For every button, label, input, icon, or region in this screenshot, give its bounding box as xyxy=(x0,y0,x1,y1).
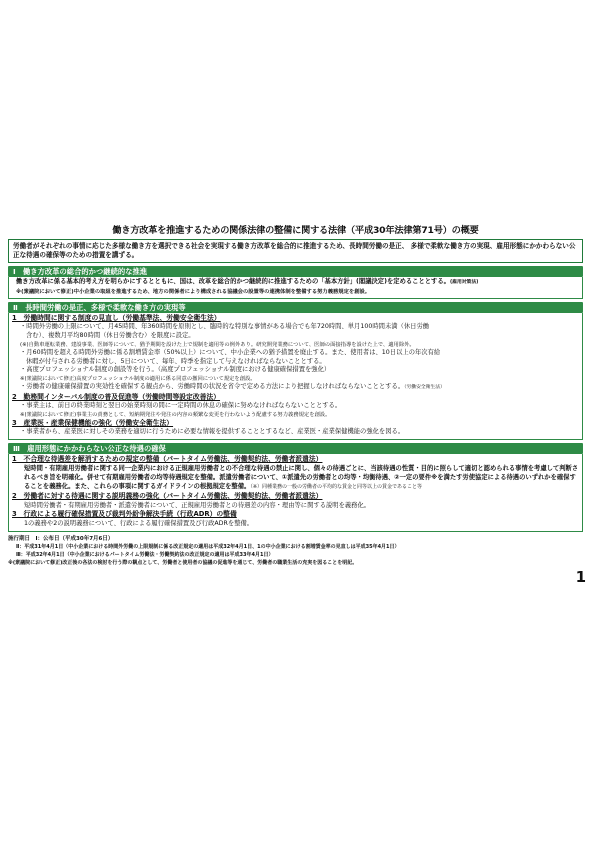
section-1-box xyxy=(8,277,583,299)
section-3-box xyxy=(8,454,583,532)
section-3-para-3: 1の義務や2の説明義務について、行政による履行確保措置及び行政ADRを整備。 xyxy=(24,520,254,528)
section-3-para-1: 短時間・有期雇用労働者に関する同一企業内における正規雇用労働者との不合理な待遇の禁止に関し、個々の待遇ごとに、当該待遇の性質・目的に照らして適切と認められる事情を考慮して判断されるべき旨を明確化。併せて有期雇用労働者の均等待遇規定を整備。派遣労働者について、①派遣先の労働者との均等・均衡待遇、②一定の要件※を満たす労使協定による待遇のいずれかを確保することを義務化。また、これらの事項に関するガイドラインの根拠規定を整備。（※）同種業務の一般の労働者の平均的な賃金と同等以上の賃金であること等 xyxy=(24,464,579,490)
summary-box: 労働者がそれぞれの事情に応じた多様な働き方を選択できる社会を実現する働き方改革を総合的に推進するため、長時間労働の是正、 多様で柔軟な働き方の実現、雇用形態にかかわらない公正な待遇の確保等のための措置を講ずる。 xyxy=(8,239,583,263)
bullet-premium-b: 休暇が付与される労働者に対し、5日について、毎年、時季を指定して与えなければならないこととする。 xyxy=(26,357,326,365)
bullet-overtime-a: ・時間外労働の上限について、月45時間、年360時間を原則とし、臨時的な特別な事情がある場合でも年720時間、単月100時間未満（休日労働 xyxy=(20,323,430,331)
bullet-health: ・労働者の健康確保措置の実効性を確保する観点から、労働時間の状況を省令で定める方法により把握しなければならないこととする。（労働安全衛生法） xyxy=(20,383,445,391)
bullet-overtime-b: 含む）、複数月平均80時間（休日労働含む）を限度に設定。 xyxy=(26,332,195,339)
note-interval: ※(衆議院において修正)事業主の責務として、短納期発注や発注の内容の頻繁な変更を行わないよう配慮する努力義務規定を創設。 xyxy=(20,411,331,418)
enforcement-line-2: Ⅱ：平成31年4月1日（中小企業における時間外労働の上限規制に係る改正規定の適用は平成32年4月1日、1の中小企業における割増賃金率の見直しは平成35年4月1日） xyxy=(16,543,400,550)
law-summary-slide xyxy=(8,222,583,567)
section-3-para-2: 短時間労働者・有期雇用労働者・派遣労働者について、正規雇用労働者との待遇差の内容・理由等に関する説明を義務化。 xyxy=(24,502,371,510)
enforcement-line-4: ※(衆議院において修正)改正後の各法の検討を行う際の観点として、労働者と使用者の協議の促進等を通じて、労働者の職業生活の充実を図ることを明記。 xyxy=(8,560,358,567)
section-2-heading: Ⅱ 長時間労働の是正、多様で柔軟な働き方の実現等 xyxy=(8,302,583,313)
section-2-sub-1: 1 労働時間に関する制度の見直し（労働基準法、労働安全衛生法） xyxy=(12,314,221,323)
section-3-sub-2: 2 労働者に対する待遇に関する説明義務の強化（パートタイム労働法、労働契約法、労働者派遣法） xyxy=(12,492,323,501)
enforcement-line-3: Ⅲ：平成32年4月1日（中小企業におけるパートタイム労働法・労働契約法の改正規定の適用は平成33年4月1日） xyxy=(16,552,274,558)
section-2-sub-3: 3 産業医・産業保健機能の強化（労働安全衛生法） xyxy=(12,418,174,427)
note-high-pro: ※(衆議院において修正)高度プロフェッショナル制度の適用に係る同意の撤回について規定を創設。 xyxy=(20,376,256,383)
page-title: 働き方改革を推進するための関係法律の整備に関する法律（平成30年法律第71号）の概要 xyxy=(112,225,479,236)
enforcement-line-1: 施行期日 Ⅰ：公布日（平成30年7月6日） xyxy=(8,535,114,542)
section-1-heading: Ⅰ 働き方改革の総合的かつ継続的な推進 xyxy=(8,266,583,277)
enforcement-dates xyxy=(8,535,583,568)
section-1-line-2: ※(衆議院において修正)中小企業の取組を推進するため、地方の関係者により構成される協議会の設置等の連携体制を整備する努力義務規定を創設。 xyxy=(16,289,371,296)
section-3-sub-3: 3 行政による履行確保措置及び裁判外紛争解決手続（行政ADR）の整備 xyxy=(12,510,237,519)
section-2-sub-2: 2 勤務間インターバル制度の普及促進等（労働時間等設定改善法） xyxy=(12,392,221,401)
bullet-industrial-physician: ・事業者から、産業医に対しその業務を適切に行うために必要な情報を提供することとするなど、産業医・産業保健機能の強化を図る。 xyxy=(20,427,405,435)
bullet-premium-a: ・月60時間を超える時間外労働に係る割増賃金率（50%以上）について、中小企業への猶予措置を廃止する。また、使用者は、10日以上の年次有給 xyxy=(20,348,441,356)
bullet-high-pro: ・高度プロフェッショナル制度の創設等を行う。（高度プロフェッショナル制度における健康確保措置を強化） xyxy=(20,366,331,374)
section-1-line-1: 働き方改革に係る基本的考え方を明らかにするとともに、国は、改革を総合的かつ継続的に推進するための「基本方針」(閣議決定)を定めることとする。(雇用対策法) xyxy=(16,278,479,286)
bullet-interval: ・事業主は、前日の終業時刻と翌日の始業時刻の間に一定時間の休息の確保に努めなければならないこととする。 xyxy=(20,401,342,409)
section-2-box xyxy=(8,313,583,439)
note-exceptions: (※)自動車運転業務、建設事業、医師等について、猶予期間を設けた上で規制を適用等の例外あり。研究開発業務について、医師の面接指導を設けた上で、適用除外。 xyxy=(20,341,415,348)
section-3-heading: Ⅲ 雇用形態にかかわらない公正な待遇の確保 xyxy=(8,443,583,454)
section-3-sub-1: 1 不合理な待遇差を解消するための規定の整備（パートタイム労働法、労働契約法、労働者派遣法） xyxy=(12,454,323,463)
page-number: 1 xyxy=(575,568,586,586)
